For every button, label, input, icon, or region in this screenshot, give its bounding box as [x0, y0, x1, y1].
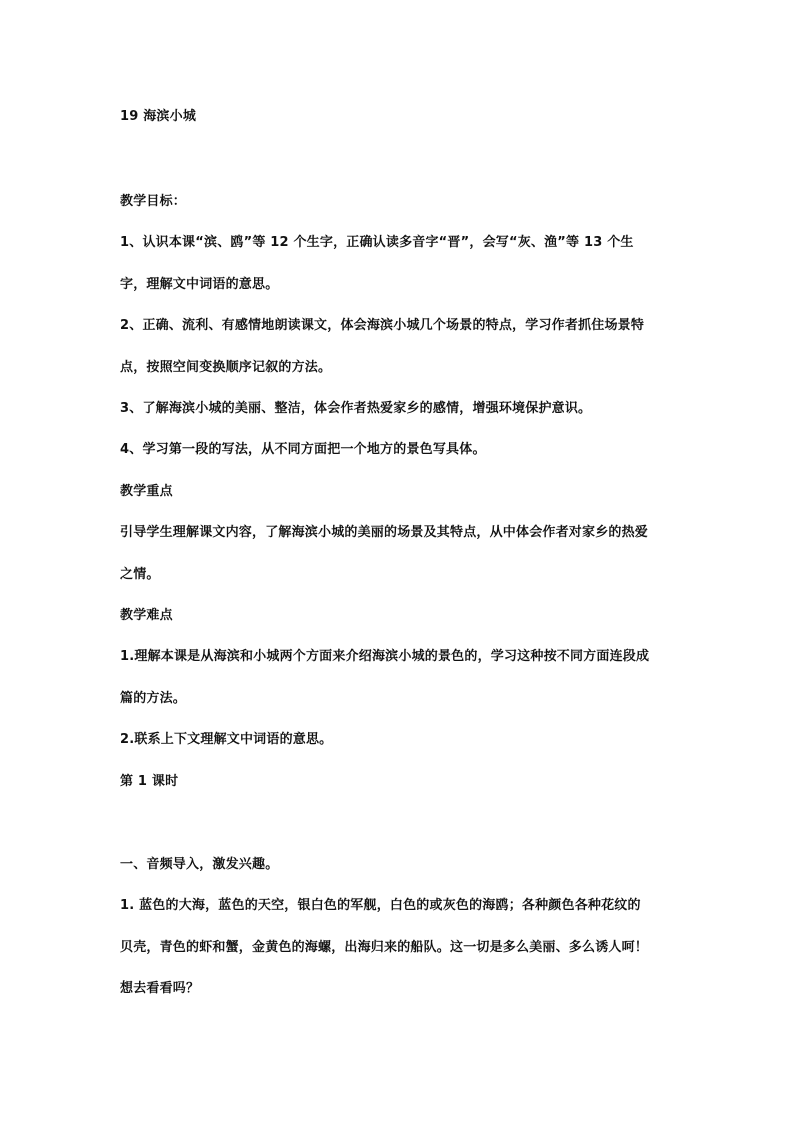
goal-1-line-2: 字，理解文中词语的意思。: [120, 277, 279, 292]
goal-4: 4、学习第一段的写法，从不同方面把一个地方的景色写具体。: [120, 442, 486, 457]
goal-2-line-1: 2、正确、流利、有感情地朗读课文，体会海滨小城几个场景的特点，学习作者抓住场景特: [120, 318, 645, 333]
goal-1-line-1: 1、认识本课“滨、鸥”等 12 个生字，正确认读多音字“晋”，会写“灰、渔”等 13 个生: [120, 235, 634, 250]
goal-3: 3、了解海滨小城的美丽、整洁，体会作者热爱家乡的感情，增强环境保护意识。: [120, 401, 592, 416]
section-1-heading: 一、音频导入，激发兴趣。: [120, 857, 279, 872]
difficulty-1-line-2: 篇的方法。: [120, 691, 187, 706]
section-1-line-3: 想去看看吗？: [120, 981, 200, 996]
goal-2-line-2: 点，按照空间变换顺序记叙的方法。: [120, 360, 332, 375]
difficulties-heading: 教学难点: [120, 608, 173, 623]
key-points-line-1: 引导学生理解课文内容，了解海滨小城的美丽的场景及其特点，从中体会作者对家乡的热爱: [120, 525, 649, 540]
goals-heading: 教学目标：: [120, 194, 187, 209]
document-title: 19 海滨小城: [120, 109, 197, 124]
key-points-heading: 教学重点: [120, 484, 173, 499]
section-1-line-1: 1. 蓝色的大海，蓝色的天空，银白色的军舰，白色的或灰色的海鸥；各种颜色各种花纹的: [120, 898, 641, 913]
difficulty-1-line-1: 1.理解本课是从海滨和小城两个方面来介绍海滨小城的景色的，学习这种按不同方面连段成: [120, 649, 650, 664]
section-1-line-2: 贝壳，青色的虾和蟹，金黄色的海螺，出海归来的船队。这一切是多么美丽、多么诱人呵！: [120, 940, 649, 955]
lesson-heading: 第 1 课时: [120, 774, 179, 789]
key-points-line-2: 之情。: [120, 567, 160, 582]
difficulty-2: 2.联系上下文理解文中词语的意思。: [120, 732, 333, 747]
